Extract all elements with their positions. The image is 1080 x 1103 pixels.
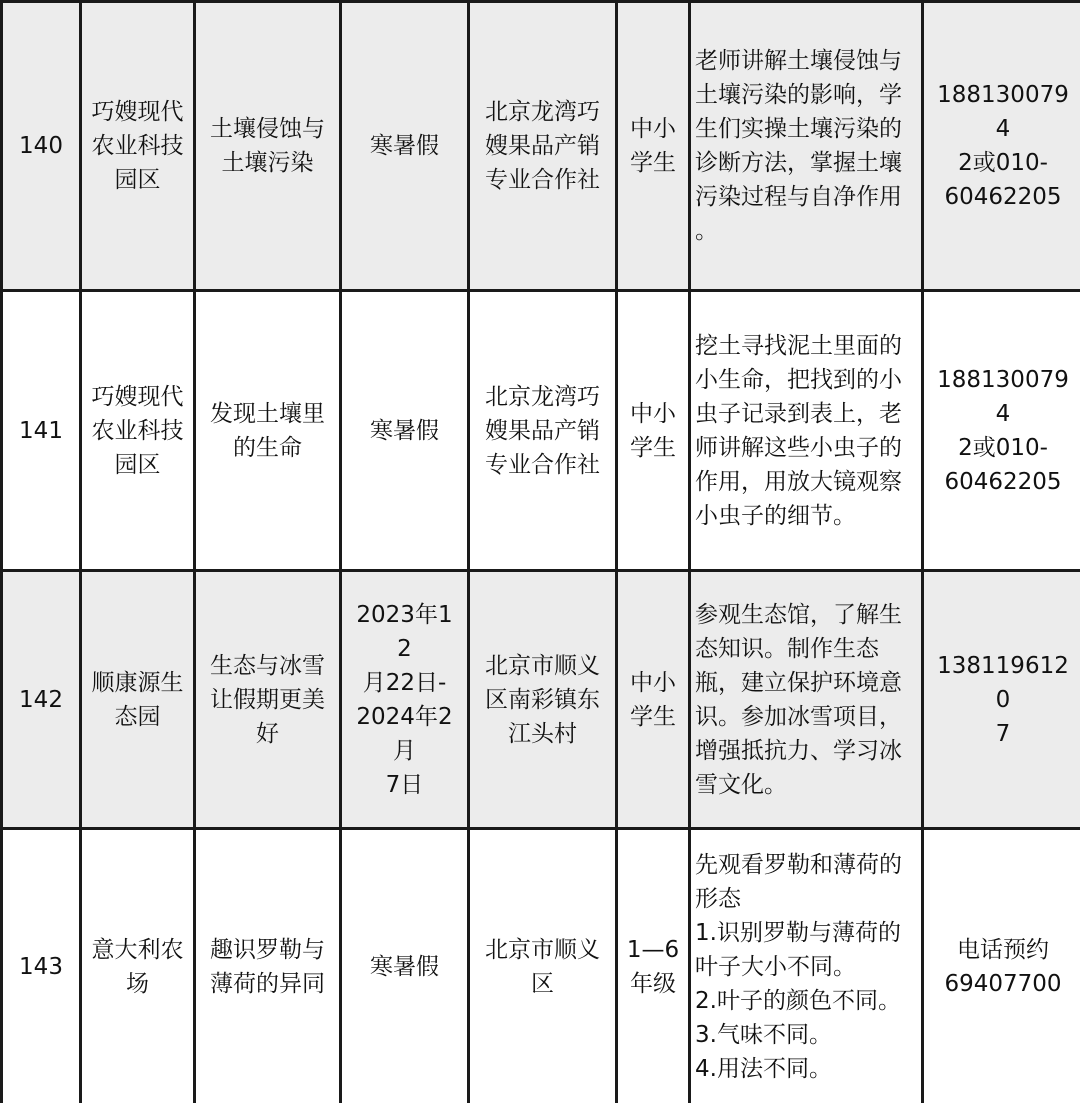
audience-cell: 中小 学生 xyxy=(617,291,690,571)
audience-cell: 中小 学生 xyxy=(617,2,690,291)
venue-cell: 巧嫂现代 农业科技 园区 xyxy=(81,291,195,571)
description-cell: 先观看罗勒和薄荷的 形态 1.识别罗勒与薄荷的 叶子大小不同。 2.叶子的颜色不同。 3.气味不同。 4.用法不同。 xyxy=(690,829,923,1103)
venue-cell: 顺康源生 态园 xyxy=(81,571,195,829)
contact-cell: 1381196120 7 xyxy=(923,571,1080,829)
table-row xyxy=(2,571,1080,829)
table-row xyxy=(2,291,1080,571)
time-cell: 寒暑假 xyxy=(341,2,469,291)
address-cell: 北京市顺义 区 xyxy=(469,829,617,1103)
activity-cell: 发现土壤里 的生命 xyxy=(195,291,341,571)
address-cell: 北京龙湾巧 嫂果品产销 专业合作社 xyxy=(469,2,617,291)
audience-cell: 1—6 年级 xyxy=(617,829,690,1103)
row-number: 142 xyxy=(2,571,81,829)
table-row xyxy=(2,829,1080,1103)
description-cell: 挖土寻找泥土里面的 小生命，把找到的小 虫子记录到表上，老 师讲解这些小虫子的 作用，用放大镜观察 小虫子的细节。 xyxy=(690,291,923,571)
contact-cell: 1881300794 2或010- 60462205 xyxy=(923,2,1080,291)
table-row xyxy=(2,2,1080,291)
contact-cell: 电话预约 69407700 xyxy=(923,829,1080,1103)
time-cell: 寒暑假 xyxy=(341,829,469,1103)
address-cell: 北京龙湾巧 嫂果品产销 专业合作社 xyxy=(469,291,617,571)
venue-cell: 巧嫂现代 农业科技 园区 xyxy=(81,2,195,291)
activity-cell: 趣识罗勒与 薄荷的异同 xyxy=(195,829,341,1103)
time-cell: 寒暑假 xyxy=(341,291,469,571)
row-number: 140 xyxy=(2,2,81,291)
description-cell: 老师讲解土壤侵蚀与 土壤污染的影响，学 生们实操土壤污染的 诊断方法，掌握土壤 污染过程与自净作用 。 xyxy=(690,2,923,291)
audience-cell: 中小 学生 xyxy=(617,571,690,829)
contact-cell: 1881300794 2或010- 60462205 xyxy=(923,291,1080,571)
description-cell: 参观生态馆，了解生 态知识。制作生态 瓶，建立保护环境意 识。参加冰雪项目， 增强抵抗力、学习冰 雪文化。 xyxy=(690,571,923,829)
row-number: 143 xyxy=(2,829,81,1103)
venue-cell: 意大利农 场 xyxy=(81,829,195,1103)
row-number: 141 xyxy=(2,291,81,571)
address-cell: 北京市顺义 区南彩镇东 江头村 xyxy=(469,571,617,829)
activity-cell: 生态与冰雪 让假期更美 好 xyxy=(195,571,341,829)
activity-cell: 土壤侵蚀与 土壤污染 xyxy=(195,2,341,291)
time-cell: 2023年12 月22日- 2024年2月 7日 xyxy=(341,571,469,829)
